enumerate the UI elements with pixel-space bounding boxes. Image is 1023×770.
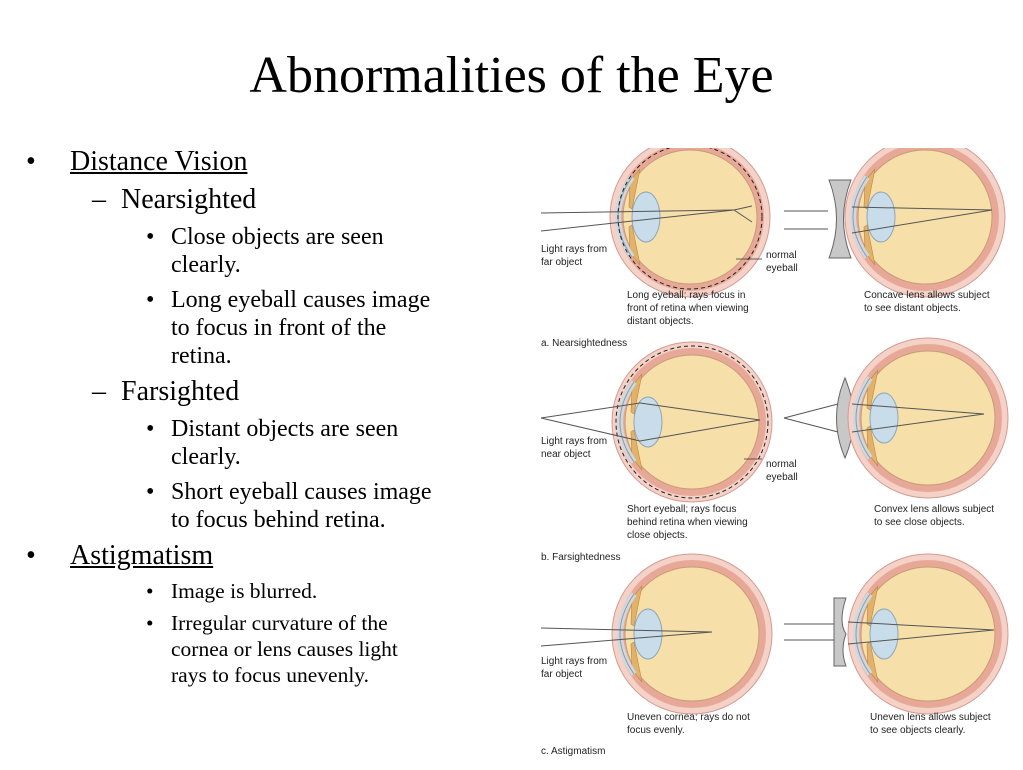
bullet-line: Irregular curvature of the [171,611,388,635]
lens-caption: Uneven lens allows subject to see objects clearly. [870,712,991,736]
bullet-marker: • [26,146,36,177]
bullet-line: clearly. [171,252,241,278]
eye-caption: Short eyeball; rays focus behind retina when viewing close objects. [627,504,748,541]
bullet-outline [26,146,516,688]
bullet-marker: • [146,611,154,635]
topic-heading: Distance Vision [70,146,248,177]
bullet-line: Close objects are seen [171,224,384,250]
bullet-ast-1 [26,578,516,604]
source-caption: Light rays from near object [541,436,608,460]
bullet-line: Long eyeball causes image [171,287,431,313]
eye-diagram-figure [530,148,1010,763]
panel-label: c. Astigmatism [541,746,606,757]
dash-marker: – [92,184,106,215]
panel-nearsightedness [541,148,1005,349]
normal-eyeball-label: normal eyeball [766,459,798,483]
panel-label: b. Farsightedness [541,552,621,563]
bullet-line: Image is blurred. [171,579,318,603]
source-caption: Light rays from far object [541,244,608,268]
bullet-line: Distant objects are seen [171,416,399,442]
lens-caption: Convex lens allows subject to see close objects. [874,504,995,528]
light-ray [784,418,838,432]
bullet-marker: • [146,416,155,442]
subtopic-farsighted [26,376,516,408]
dash-marker: – [92,376,106,407]
corrected-nearsighted-eye-icon [845,148,1005,297]
bullet-near-1 [26,223,516,279]
normal-eyeball-label: normal eyeball [766,250,798,274]
source-caption: Light rays from far object [541,656,608,680]
panel-farsightedness [541,338,1008,563]
lens-caption: Concave lens allows subject to see distant objects. [864,290,990,314]
slide-title: Abnormalities of the Eye [249,47,774,104]
panel-astigmatism [541,554,1008,757]
topic-heading: Astigmatism [70,540,214,571]
bullet-marker: • [146,579,154,603]
subtopic-heading: Nearsighted [121,184,257,215]
topic-distance-vision [26,146,516,178]
bullet-line: retina. [171,343,232,369]
corrected-farsighted-eye-icon [848,338,1008,498]
topic-astigmatism [26,540,516,572]
corrected-astigmatic-eye-icon [848,554,1008,714]
uneven-lens-icon [834,598,846,666]
bullet-marker: • [146,287,155,313]
bullet-line: Short eyeball causes image [171,479,432,505]
light-ray [784,404,838,418]
bullet-line: to focus behind retina. [171,507,386,533]
bullet-line: rays to focus unevenly. [171,663,370,687]
bullet-marker: • [146,479,155,505]
bullet-far-1 [26,415,516,471]
nearsighted-eye-icon [610,148,770,297]
bullet-line: cornea or lens causes light [171,637,398,661]
bullet-near-2 [26,286,516,370]
eye-caption: Long eyeball; rays focus in front of retina when viewing distant objects. [627,290,749,327]
panel-label: a. Nearsightedness [541,338,628,349]
bullet-ast-2 [26,610,516,688]
subtopic-nearsighted [26,184,516,216]
bullet-line: to focus in front of the [171,315,387,341]
bullet-far-2 [26,478,516,534]
eye-caption: Uneven cornea; rays do not focus evenly. [627,712,750,736]
bullet-marker: • [146,224,155,250]
subtopic-heading: Farsighted [121,376,240,407]
bullet-marker: • [26,540,36,571]
bullet-line: clearly. [171,444,241,470]
